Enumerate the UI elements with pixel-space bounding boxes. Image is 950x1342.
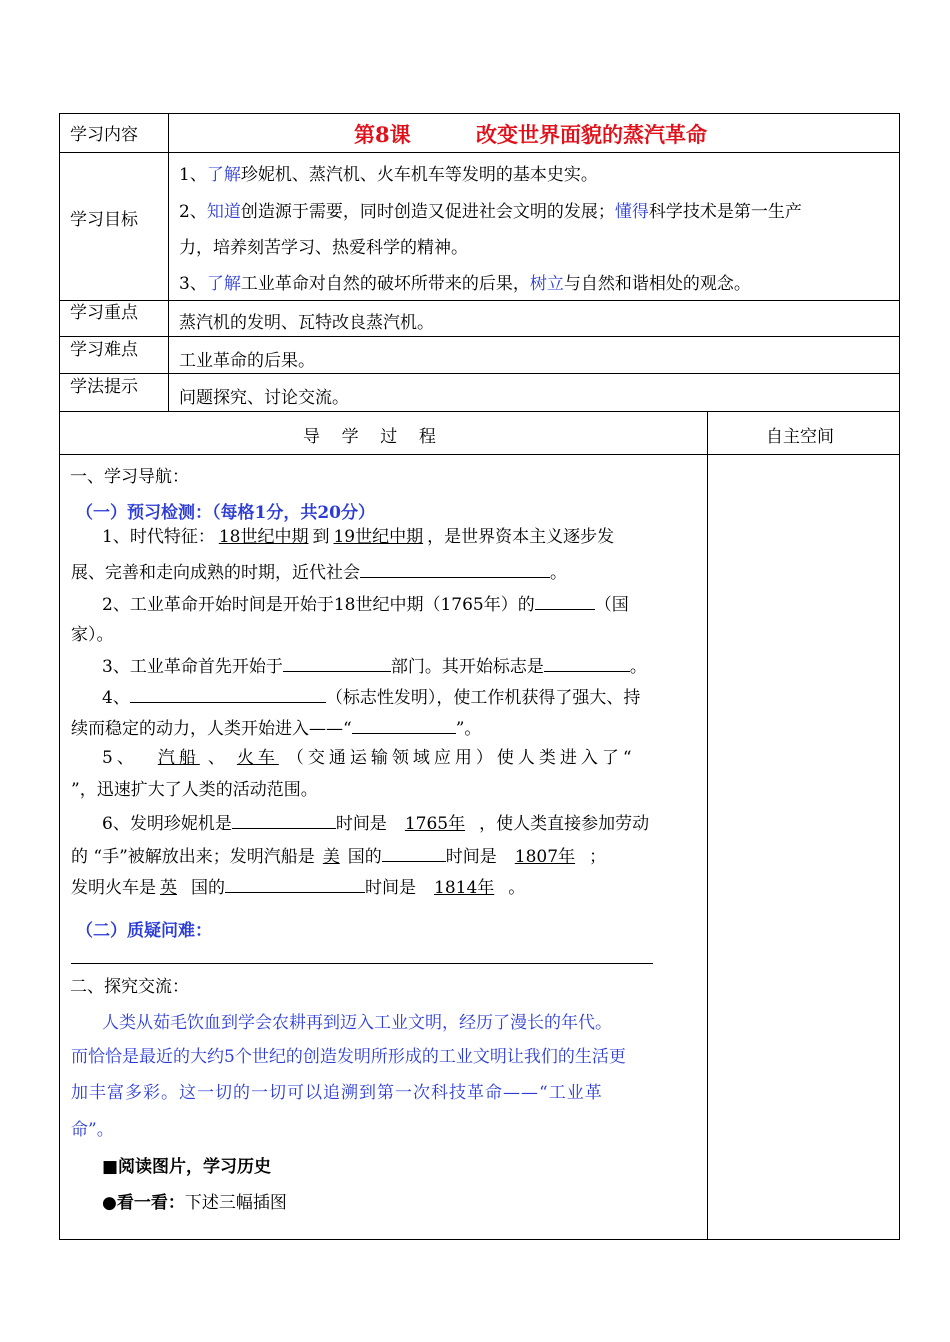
intro-paragraph-line-2: 而恰恰是最近的大约5个世纪的创造发明所形成的工业文明让我们的生活更	[71, 1047, 626, 1067]
key-label: 学习重点	[70, 303, 138, 323]
key-text: 蒸汽机的发明、瓦特改良蒸汽机。	[179, 313, 434, 333]
side-space-header: 自主空间	[766, 427, 834, 447]
row-divider	[59, 336, 900, 337]
question-6-line-2: 的 “手”被解放出来；发明汽船是 美 国的 时间是 1807年 ；	[71, 847, 607, 867]
preview-check-title: （一）预习检测：（每格1分，共20分）	[76, 503, 375, 523]
blank-line[interactable]	[283, 655, 391, 672]
method-text: 问题探究、讨论交流。	[179, 388, 349, 408]
look-instruction: ●看一看：下述三幅插图	[102, 1193, 287, 1213]
blank-line[interactable]	[352, 717, 456, 734]
question-5-line-2: ”，迅速扩大了人类的活动范围。	[71, 780, 318, 800]
answer-line[interactable]	[71, 963, 653, 964]
question-doubt-title: （二）质疑问难：	[76, 921, 212, 941]
intro-paragraph-line-1: 人类从茹毛饮血到学会农耕再到迈入工业文明，经历了漫长的年代。	[102, 1013, 612, 1033]
section-1-title: 一、学习导航：	[70, 467, 189, 487]
row-divider	[59, 411, 900, 412]
question-3: 3、工业革命首先开始于 部门。其开始标志是 。	[102, 657, 647, 677]
question-1: 1、时代特征： 18世纪中期 到 19世纪中期 ，是世界资本主义逐步发	[102, 527, 615, 547]
row-divider	[59, 373, 900, 374]
blank-line[interactable]	[225, 876, 365, 893]
blank-line[interactable]	[360, 561, 550, 578]
blank-line[interactable]	[544, 655, 630, 672]
question-4-line-2: 续而稳定的动力，人类开始进入——“ ”。	[71, 719, 482, 739]
question-5: 5、 汽船 、 火车 （交通运输领域应用）使人类进入了“	[102, 748, 636, 768]
row-divider	[59, 300, 900, 301]
goal-2: 2、知道创造源于需要，同时创造又促进社会文明的发展；懂得科学技术是第一生产	[179, 202, 802, 222]
blank-line[interactable]	[535, 593, 595, 610]
label-column-divider	[168, 113, 169, 411]
blank-line[interactable]	[382, 845, 446, 862]
question-6-line-3: 发明火车是 英 国的 时间是 1814年 。	[71, 878, 526, 898]
question-1-line-2: 展、完善和走向成熟的时期，近代社会 。	[71, 563, 567, 583]
goal-3: 3、了解工业革命对自然的破坏所带来的后果，树立与自然和谐相处的观念。	[179, 274, 751, 294]
question-6: 6、发明珍妮机是 时间是 1765年 ，使人类直接参加劳动	[102, 814, 650, 834]
method-label: 学法提示	[70, 377, 138, 397]
side-column-divider	[707, 411, 708, 1240]
row-divider	[59, 454, 900, 455]
blank-line[interactable]	[232, 812, 336, 829]
lesson-title: 改变世界面貌的蒸汽革命	[476, 122, 707, 147]
lesson-number: 第8课	[354, 122, 411, 147]
goal-1: 1、了解珍妮机、蒸汽机、火车机车等发明的基本史实。	[179, 165, 598, 185]
difficulty-label: 学习难点	[70, 340, 138, 360]
row-divider	[59, 152, 900, 153]
goal-label: 学习目标	[70, 210, 138, 230]
goal-2-line-2: 力，培养刻苦学习、热爱科学的精神。	[179, 238, 468, 258]
question-2-line-2: 家）。	[71, 625, 114, 645]
difficulty-text: 工业革命的后果。	[179, 351, 315, 371]
section-2-title: 二、探究交流：	[70, 977, 189, 997]
question-4: 4、 （标志性发明），使工作机获得了强大、持	[102, 688, 641, 708]
process-header: 导 学 过 程	[303, 427, 436, 447]
read-pictures-heading: ■阅读图片，学习历史	[102, 1157, 272, 1177]
content-label: 学习内容	[70, 125, 138, 145]
blank-line[interactable]	[130, 686, 326, 703]
intro-paragraph-line-3: 加丰富多彩。这一切的一切可以追溯到第一次科技革命——“工业革	[71, 1083, 603, 1103]
intro-paragraph-line-4: 命”。	[71, 1120, 114, 1140]
question-2: 2、工业革命开始时间是开始于18世纪中期（1765年）的 （国	[102, 595, 629, 615]
